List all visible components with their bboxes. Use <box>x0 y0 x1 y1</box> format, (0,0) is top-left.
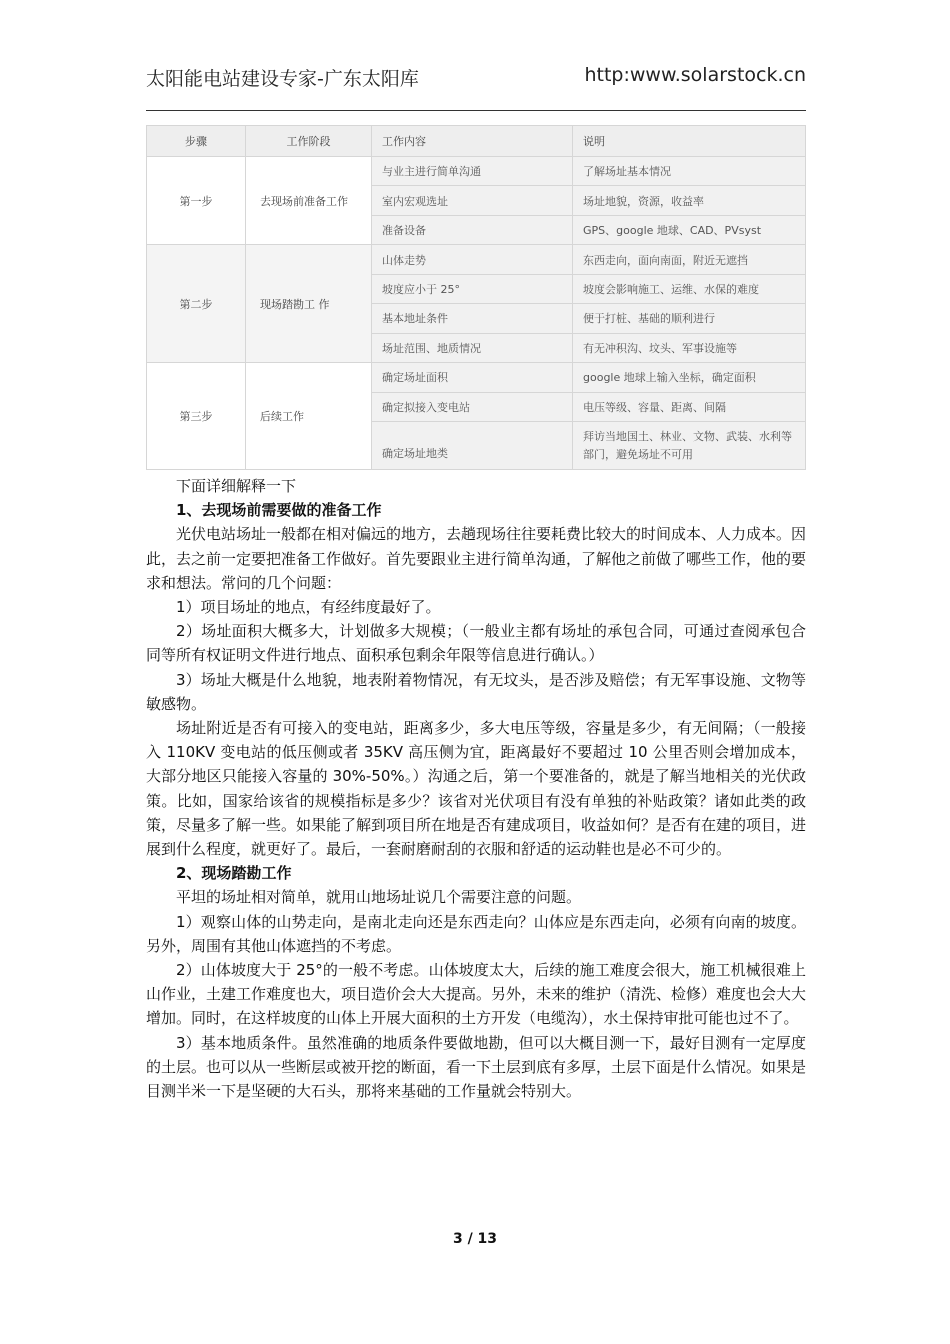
question-item: 1）项目场址的地点，有经纬度最好了。 <box>176 598 441 617</box>
stage-cell: 后续工作 <box>246 363 372 470</box>
note-cell: 便于打桩、基础的顺利进行 <box>573 304 806 333</box>
question-item: 2）场址面积大概多大，计划做多大规模；（一般业主都有场址的承包合同，可通过查阅承包合同等所有权证明文件进行地点、面积承包剩余年限等信息进行确认。） <box>146 622 806 665</box>
content-cell: 室内宏观选址 <box>372 186 573 215</box>
content-cell: 与业主进行简单沟通 <box>372 157 573 186</box>
content-cell: 准备设备 <box>372 215 573 244</box>
content-cell: 基本地址条件 <box>372 304 573 333</box>
step-cell: 第一步 <box>147 157 246 245</box>
content-cell: 确定拟接入变电站 <box>372 392 573 422</box>
survey-item: 1）观察山体的山势走向，是南北走向还是东西走向？山体应是东西走向，必须有向南的坡度。另外，周围有其他山体遮挡的不考虑。 <box>146 912 806 955</box>
note-cell: google 地球上输入坐标，确定面积 <box>573 363 806 392</box>
document-body <box>146 474 806 1103</box>
table-row <box>147 245 806 274</box>
content-cell: 确定场址地类 <box>372 422 573 470</box>
paragraph: 场址附近是否有可接入的变电站，距离多少，多大电压等级，容量是多少，有无间隔；（一般接入 110KV 变电站的低压侧或者 35KV 高压侧为宜，距离最好不要超过 10 公里否则会增加成本，大部分地区只能接入容量的 30%-50%。）沟通之后，第一个要准备的，就是了解当地相关的光伏政策。比如，国家给该省的规模指标是多少？该省对光伏项目有没有单独的补贴政策？诸如此类的政策，尽量多了解一些。如果能了解到项目所在地是否有建成项目，收益如何？是否有在建的项目，进展到什么程度，就更好了。最后，一套耐磨耐刮的衣服和舒适的运动鞋也是必不可少的。 <box>146 719 807 859</box>
stage-cell: 去现场前准备工作 <box>246 157 372 245</box>
column-header-stage: 工作阶段 <box>246 126 372 157</box>
stage-cell: 现场踏勘工 作 <box>246 245 372 363</box>
section-heading: 2、现场踏勘工作 <box>176 864 292 883</box>
steps-table <box>146 125 806 470</box>
step-cell: 第三步 <box>147 363 246 470</box>
question-item: 3）场址大概是什么地貌，地表附着物情况，有无坟头，是否涉及赔偿；有无军事设施、文物等敏感物。 <box>146 670 806 713</box>
page-number: 3 / 13 <box>452 1231 498 1247</box>
content-cell: 坡度应小于 25° <box>372 274 573 303</box>
table-row <box>147 157 806 186</box>
paragraph: 光伏电站场址一般都在相对偏远的地方，去趟现场往往要耗费比较大的时间成本、人力成本。因此，去之前一定要把准备工作做好。首先要跟业主进行简单沟通，了解他之前做了哪些工作，他的要求和想法。常问的几个问题： <box>146 525 807 592</box>
note-cell: 有无冲积沟、坟头、军事设施等 <box>573 333 806 362</box>
survey-item: 3）基本地质条件。虽然准确的地质条件要做地勘，但可以大概目测一下，最好目测有一定厚度的土层。也可以从一些断层或被开挖的断面，看一下土层到底有多厚，土层下面是什么情况。如果是目测半米一下是坚硬的大石头，那将来基础的工作量就会特别大。 <box>146 1033 807 1101</box>
note-cell: GPS、google 地球、CAD、PVsyst <box>573 215 806 244</box>
step-cell: 第二步 <box>147 245 246 363</box>
note-cell: 了解场址基本情况 <box>573 157 806 186</box>
content-cell: 场址范围、地质情况 <box>372 333 573 362</box>
note-cell: 坡度会影响施工、运维、水保的难度 <box>573 274 806 303</box>
column-header-step: 步骤 <box>147 126 246 157</box>
column-header-content: 工作内容 <box>372 126 573 157</box>
note-cell: 电压等级、容量、距离、间隔 <box>573 392 806 422</box>
steps-table-image <box>146 125 806 470</box>
note-cell: 场址地貌，资源，收益率 <box>573 186 806 215</box>
site-title: 太阳能电站建设专家-广东太阳库 <box>146 68 419 90</box>
paragraph: 平坦的场址相对简单，就用山地场址说几个需要注意的问题。 <box>176 888 582 907</box>
survey-item: 2）山体坡度大于 25°的一般不考虑。山体坡度太大，后续的施工难度会很大，施工机械很难上山作业，土建工作难度也大，项目造价会大大提高。另外，未来的维护（清洗、检修）难度也会大大增加。同时，在这样坡度的山体上开展大面积的土方开发（电缆沟），水土保持审批可能也过不了。 <box>146 961 807 1028</box>
content-cell: 确定场址面积 <box>372 363 573 392</box>
table-row <box>147 363 806 392</box>
column-header-note: 说明 <box>573 126 806 157</box>
table-header-row <box>147 126 806 157</box>
page-header <box>146 62 806 112</box>
note-cell: 拜访当地国土、林业、文物、武装、水利等部门，避免场址不可用 <box>573 422 806 470</box>
section-heading: 1、去现场前需要做的准备工作 <box>176 501 382 520</box>
intro-paragraph: 下面详细解释一下 <box>176 477 297 495</box>
note-cell: 东西走向，面向南面，附近无遮挡 <box>573 245 806 274</box>
header-divider <box>146 110 806 111</box>
site-url[interactable]: http:www.solarstock.cn <box>584 64 806 86</box>
content-cell: 山体走势 <box>372 245 573 274</box>
